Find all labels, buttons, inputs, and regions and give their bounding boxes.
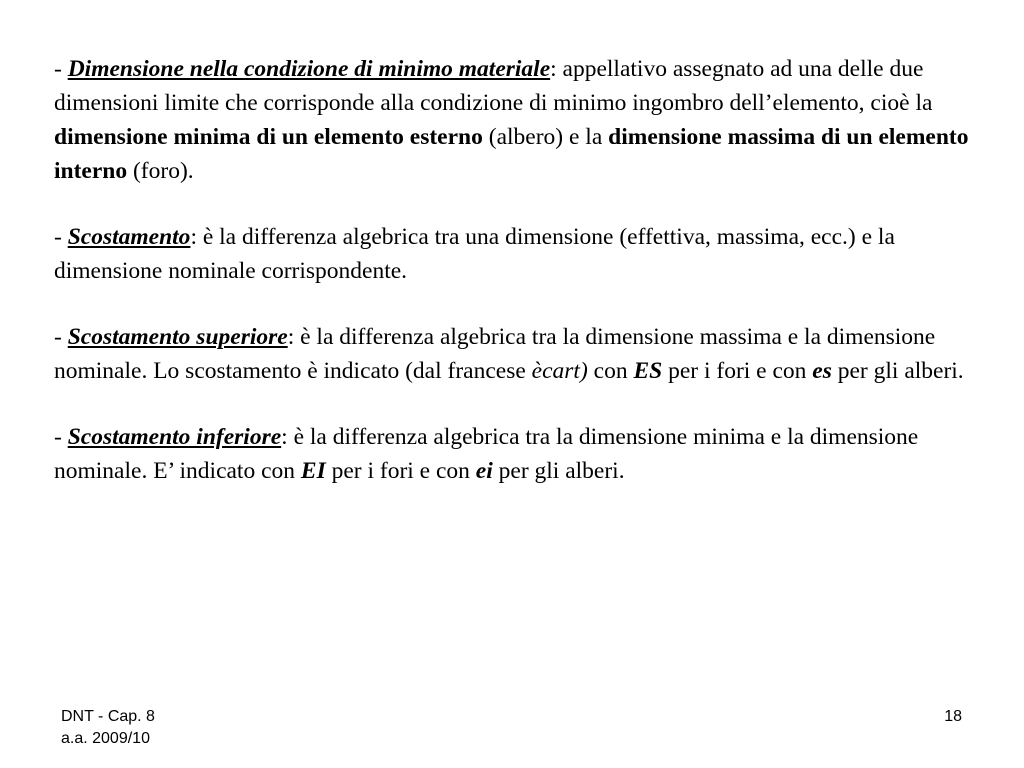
bullet-dash: - (54, 324, 68, 350)
slide-body (54, 52, 974, 520)
definition-text: : è la differenza algebrica tra la dimensione minima e la dimensione nominale. E’ indicato con (54, 424, 919, 484)
footer-course: DNT - Cap. 8 (61, 708, 155, 725)
term-minimo-materiale: Dimensione nella condizione di minimo materiale (67, 56, 551, 82)
definition-text: per gli alberi. (492, 458, 625, 484)
paragraph-minimo-materiale (54, 52, 974, 188)
term-scostamento: Scostamento (67, 224, 191, 250)
bullet-dash: - (54, 224, 68, 250)
term-scostamento-superiore: Scostamento superiore (67, 324, 288, 350)
bold-dimensione-minima: dimensione minima di un elemento esterno (54, 124, 483, 150)
footer-course-info (61, 706, 155, 750)
definition-text: : è la differenza algebrica tra una dimensione (effettiva, massima, ecc.) e la dimensione nominale corrispondente. (54, 224, 895, 284)
symbol-ei: ei (475, 458, 493, 484)
definition-text: : è la differenza algebrica tra la dimensione massima e la dimensione nominale. Lo scostamento è indicato (dal francese (54, 324, 936, 384)
bullet-dash: - (54, 424, 68, 450)
paragraph-scostamento-inferiore (54, 420, 974, 488)
definition-text: per i fori e con (662, 358, 813, 384)
definition-text: : appellativo assegnato ad una delle due dimensioni limite che corrisponde alla condizione di minimo ingombro dell’elemento, cioè la (54, 56, 933, 116)
term-scostamento-inferiore: Scostamento inferiore (67, 424, 282, 450)
definition-text: con (587, 358, 634, 384)
definition-text: (foro). (127, 158, 194, 184)
paragraph-scostamento (54, 220, 974, 288)
symbol-ES: ES (633, 358, 663, 384)
symbol-es: es (812, 358, 832, 384)
definition-text: (albero) e la (482, 124, 609, 150)
symbol-EI: EI (300, 458, 326, 484)
definition-text: per gli alberi. (831, 358, 964, 384)
slide-number: 18 (944, 708, 962, 725)
bullet-dash: - (54, 56, 68, 82)
footer-academic-year: a.a. 2009/10 (61, 730, 150, 747)
definition-text: per i fori e con (325, 458, 476, 484)
paragraph-scostamento-superiore (54, 320, 974, 388)
italic-ecart: ècart) (531, 358, 588, 384)
bold-dimensione-massima: dimensione massima di un elemento interno (54, 124, 969, 184)
